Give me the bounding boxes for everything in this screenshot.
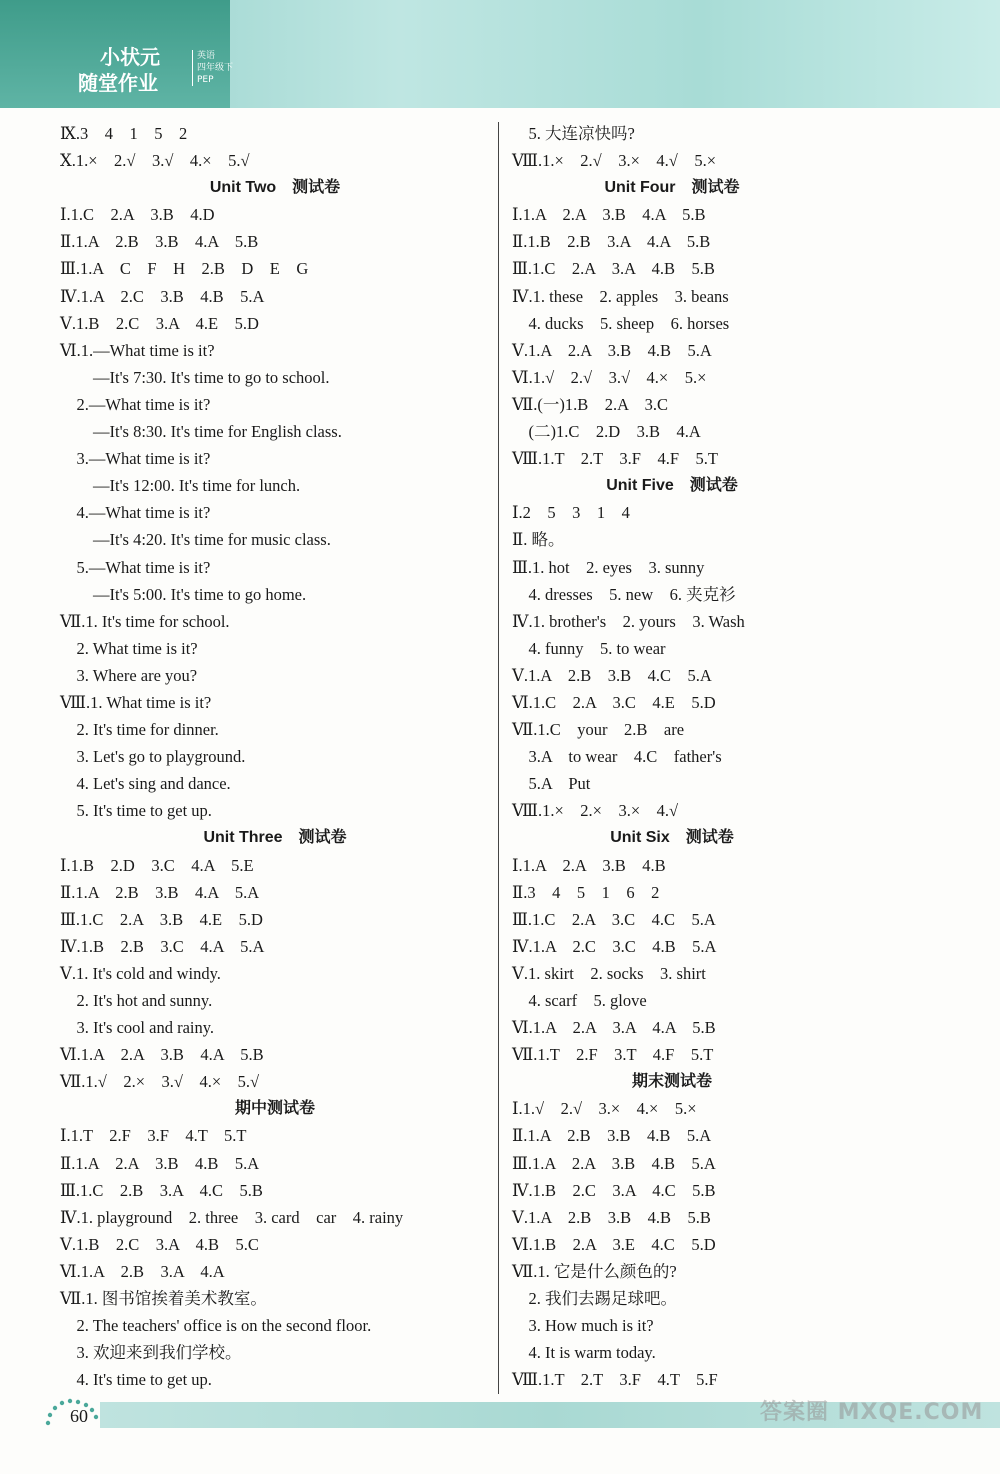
watermark: 答案圈 MXQE.COM [760, 1400, 984, 1425]
answer-line: Ⅱ.1.A 2.A 3.B 4.B 5.A [60, 1153, 260, 1173]
answer-line: 4. scarf 5. glove [512, 991, 647, 1010]
answer-line: Ⅰ.1.T 2.F 3.F 4.T 5.T [60, 1126, 247, 1146]
answer-line: 2. It's hot and sunny. [60, 991, 213, 1010]
answers-left-column [60, 120, 490, 1393]
answer-line: Ⅷ.1.× 2.√ 3.× 4.√ 5.× [512, 151, 717, 171]
answer-line: 2. What time is it? [60, 638, 198, 658]
answer-line: 3. Let's go to playground. [60, 747, 246, 767]
answer-line: —It's 5:00. It's time to go home. [60, 584, 307, 604]
edition-label: PEP [197, 75, 214, 85]
answer-line: Ⅳ.1. playground 2. three 3. card car 4. rainy [60, 1207, 404, 1227]
answer-line: Ⅲ.1.A C F H 2.B D E G [60, 259, 309, 279]
answer-line: 4. It is warm today. [512, 1343, 656, 1363]
answer-line: Ⅱ.3 4 5 1 6 2 [512, 882, 660, 902]
answer-line: Ⅷ.1.T 2.T 3.F 4.T 5.F [512, 1370, 718, 1390]
answer-line: Ⅶ.1.C your 2.B are [512, 720, 685, 740]
subject-label: 英语 [197, 51, 216, 61]
answer-line: 3. Where are you? [60, 665, 198, 685]
answer-line: Ⅴ.1.A 2.B 3.B 4.C 5.A [512, 665, 712, 685]
answer-line: 4. dresses 5. new 6. 夹克衫 [512, 584, 736, 604]
answer-line: Ⅱ.1.A 2.B 3.B 4.B 5.A [512, 1126, 712, 1146]
answer-line: 5. It's time to get up. [60, 801, 212, 821]
answer-line: —It's 7:30. It's time to go to school. [60, 367, 330, 387]
answer-line: 5.A Put [512, 774, 591, 794]
answer-line: Ⅵ.1.A 2.A 3.A 4.A 5.B [512, 1018, 716, 1038]
brand-line2: 随堂作业 [78, 71, 158, 95]
answer-line: Ⅲ.1.C 2.A 3.A 4.B 5.B [512, 259, 715, 279]
answer-line: 3.—What time is it? [60, 449, 211, 469]
answer-line: Ⅵ.1.A 2.A 3.B 4.A 5.B [60, 1045, 264, 1065]
answer-line: 3.A to wear 4.C father's [512, 747, 722, 767]
answer-line: Ⅷ.1. What time is it? [60, 692, 212, 712]
answer-line: Ⅴ.1.A 2.B 3.B 4.B 5.B [512, 1207, 711, 1227]
answer-line: 2. 我们去踢足球吧。 [512, 1289, 677, 1309]
answer-line: Ⅵ.1.C 2.A 3.C 4.E 5.D [512, 692, 716, 712]
brand-logo [78, 44, 160, 96]
answer-line: Ⅴ.1.A 2.A 3.B 4.B 5.A [512, 340, 712, 360]
answer-line: Ⅴ.1. It's cold and windy. [60, 963, 221, 983]
answer-line: Ⅷ.1.× 2.× 3.× 4.√ [512, 801, 679, 821]
answer-line: Ⅱ.1.A 2.B 3.B 4.A 5.B [60, 232, 259, 252]
answer-line: Ⅷ.1.T 2.T 3.F 4.F 5.T [512, 449, 718, 469]
answer-line: 4. ducks 5. sheep 6. horses [512, 313, 730, 333]
answer-line: Ⅰ.2 5 3 1 4 [512, 503, 630, 523]
answer-line: 3. It's cool and rainy. [60, 1018, 215, 1038]
answer-line: Ⅵ.1.—What time is it? [60, 340, 215, 360]
answer-line: Ⅹ.1.× 2.√ 3.√ 4.× 5.√ [60, 151, 250, 171]
answer-line: Ⅳ.1.A 2.C 3.C 4.B 5.A [512, 936, 717, 956]
answers-right-column [512, 120, 832, 1393]
brand-subinfo [192, 50, 233, 86]
page-number: 60 [70, 1406, 88, 1426]
answer-line: Ⅵ.1.B 2.A 3.E 4.C 5.D [512, 1234, 716, 1254]
answer-line: Ⅱ.1.A 2.B 3.B 4.A 5.A [60, 882, 260, 902]
answer-line: Ⅶ.1. 它是什么颜色的? [512, 1261, 677, 1281]
answer-line: 2. The teachers' office is on the second floor. [60, 1316, 372, 1336]
answer-line: Ⅲ.1.C 2.A 3.C 4.C 5.A [512, 909, 716, 929]
answer-line: 2. It's time for dinner. [60, 720, 219, 740]
answer-line: Ⅱ.1.B 2.B 3.A 4.A 5.B [512, 232, 711, 252]
answer-line: Ⅲ.1.C 2.A 3.B 4.E 5.D [60, 909, 263, 929]
answer-line: Ⅶ.(一)1.B 2.A 3.C [512, 394, 669, 414]
answer-line: Ⅳ.1.B 2.C 3.A 4.C 5.B [512, 1180, 716, 1200]
answer-line: Ⅶ.1. It's time for school. [60, 611, 230, 631]
section-heading: Unit Two 测试卷 [209, 179, 341, 197]
answer-line: 3. How much is it? [512, 1316, 654, 1336]
section-heading: Unit Three 测试卷 [203, 829, 347, 847]
answer-line: Ⅵ.1.√ 2.√ 3.√ 4.× 5.× [512, 367, 707, 387]
section-heading: 期中测试卷 [234, 1100, 315, 1118]
answer-line: Ⅴ.1.B 2.C 3.A 4.B 5.C [60, 1234, 259, 1254]
answer-line: 5. 大连凉快吗? [512, 124, 635, 143]
answer-line: Ⅳ.1. these 2. apples 3. beans [512, 286, 729, 306]
answer-line: 4. funny 5. to wear [512, 638, 666, 658]
answer-line: Ⅶ.1.√ 2.× 3.√ 4.× 5.√ [60, 1072, 260, 1092]
brand-line1: 小状元 [100, 45, 160, 69]
answer-line: (二)1.C 2.D 3.B 4.A [512, 422, 701, 442]
answer-line: Ⅲ.1. hot 2. eyes 3. sunny [512, 557, 705, 577]
answer-line: Ⅳ.1. brother's 2. yours 3. Wash [512, 611, 745, 631]
answer-line: Ⅰ.1.B 2.D 3.C 4.A 5.E [60, 855, 254, 875]
answer-line: Ⅴ.1.B 2.C 3.A 4.E 5.D [60, 313, 259, 333]
answer-line: Ⅰ.1.C 2.A 3.B 4.D [60, 205, 215, 225]
answer-line: Ⅰ.1.A 2.A 3.B 4.A 5.B [512, 205, 706, 225]
section-heading: 期末测试卷 [631, 1073, 712, 1091]
answer-line: —It's 4:20. It's time for music class. [60, 530, 331, 550]
section-heading: Unit Four 测试卷 [604, 179, 740, 197]
grade-label: 四年级下 [197, 63, 234, 73]
answer-line: Ⅶ.1. 图书馆挨着美术教室。 [60, 1289, 267, 1309]
answer-line: 4. Let's sing and dance. [60, 774, 231, 794]
answer-line: —It's 8:30. It's time for English class. [60, 422, 342, 442]
answer-line: 4. It's time to get up. [60, 1370, 212, 1390]
answer-line: —It's 12:00. It's time for lunch. [60, 476, 301, 496]
answer-line: Ⅲ.1.C 2.B 3.A 4.C 5.B [60, 1180, 263, 1200]
answer-line: Ⅲ.1.A 2.A 3.B 4.B 5.A [512, 1153, 716, 1173]
answer-line: 3. 欢迎来到我们学校。 [60, 1343, 242, 1363]
answer-line: 5.—What time is it? [60, 557, 211, 577]
answer-line: 4.—What time is it? [60, 503, 211, 523]
section-heading: Unit Six 测试卷 [610, 829, 734, 847]
answer-line: Ⅸ.3 4 1 5 2 [60, 124, 188, 143]
answer-line: Ⅰ.1.√ 2.√ 3.× 4.× 5.× [512, 1099, 697, 1119]
answer-line: Ⅳ.1.A 2.C 3.B 4.B 5.A [60, 286, 265, 306]
column-divider [498, 122, 499, 1394]
answer-line: 2.—What time is it? [60, 394, 211, 414]
section-heading: Unit Five 测试卷 [606, 477, 738, 495]
answer-line: Ⅰ.1.A 2.A 3.B 4.B [512, 855, 666, 875]
answer-line: Ⅴ.1. skirt 2. socks 3. shirt [512, 963, 706, 983]
answer-line: Ⅳ.1.B 2.B 3.C 4.A 5.A [60, 936, 265, 956]
answer-line: Ⅱ. 略。 [512, 530, 565, 550]
answer-line: Ⅵ.1.A 2.B 3.A 4.A [60, 1261, 225, 1281]
answer-line: Ⅶ.1.T 2.F 3.T 4.F 5.T [512, 1045, 714, 1065]
